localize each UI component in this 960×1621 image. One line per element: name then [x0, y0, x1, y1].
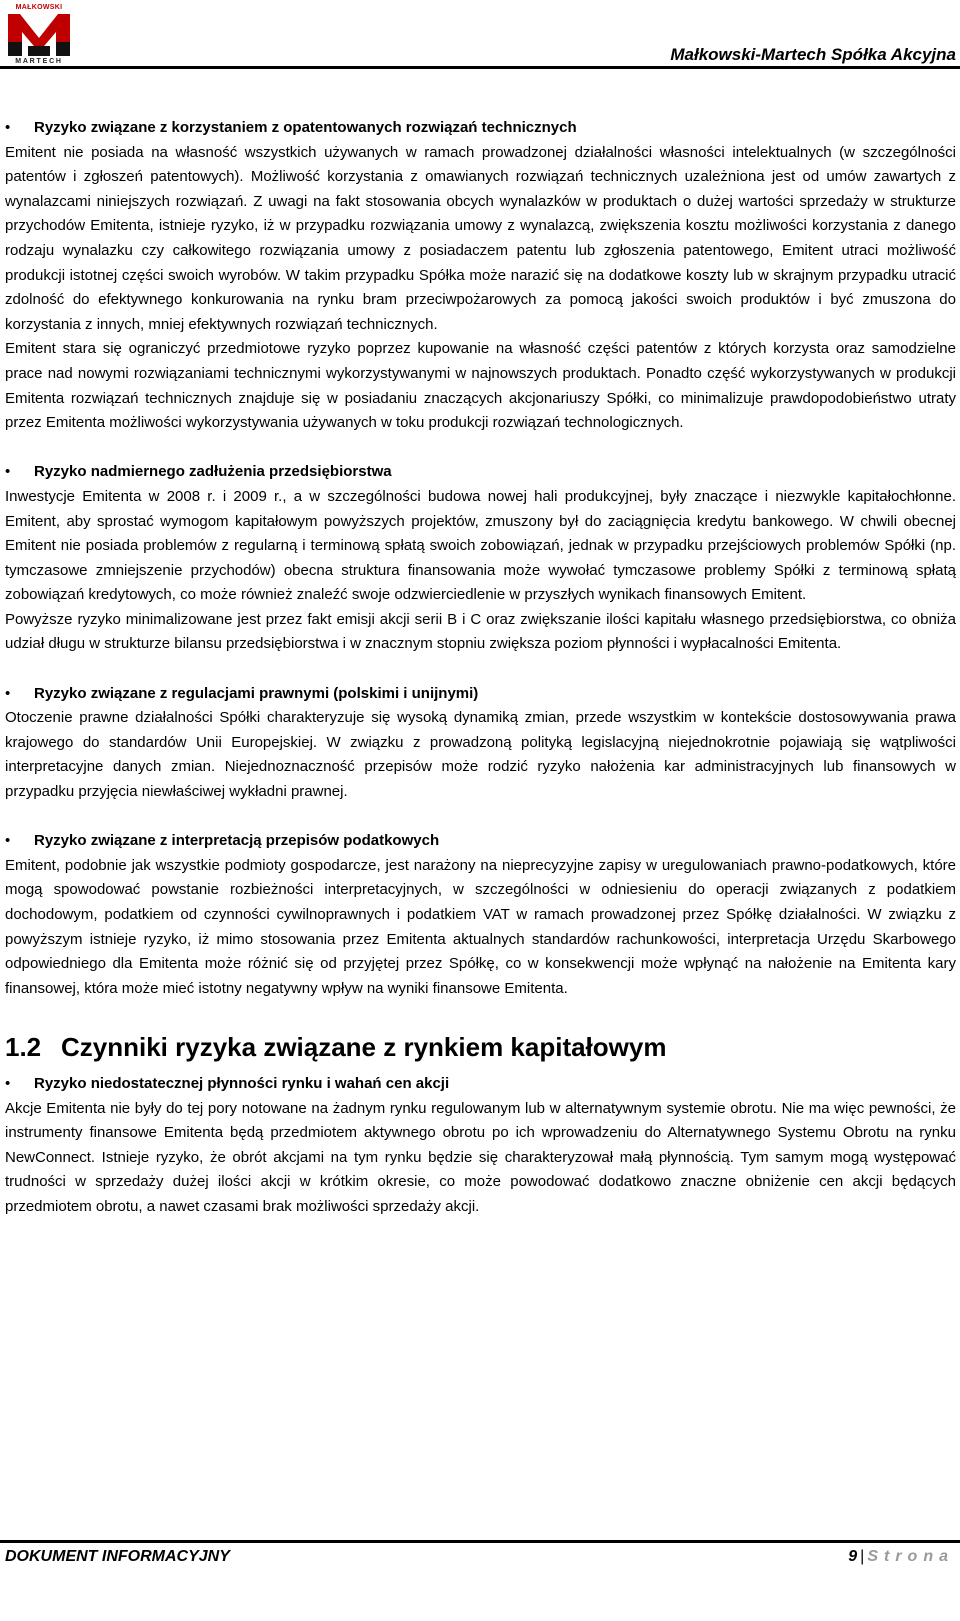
logo-bottom-text: MARTECH [15, 58, 63, 65]
company-logo [6, 4, 72, 64]
section-heading: • Ryzyko związane z interpretacją przepisów podatkowych [5, 829, 956, 854]
page-number-block [848, 1548, 954, 1566]
section-heading: • Ryzyko nadmiernego zadłużenia przedsiębiorstwa [5, 460, 956, 485]
section-paragraph: Emitent nie posiada na własność wszystkich używanych w ramach prowadzonej działalności własności intelektualnych (w szczególności patentów i zgłoszeń patentowych). Możliwość korzystania z omawianych rozwiązań technicznych uzależniona jest od umów zawartych z wynalazcami niniejszych rozwiązań. Z uwagi na fakt stosowania obcych wynalazków w produktach o dużej wartości sprzedaży w strukturze przychodów Emitenta, istnieje ryzyko, iż w przypadku rozwiązania umowy z wynalazcą, zwiększenia kosztu możliwości korzystania z danego rodzaju wynalazku czy całkowitego rozwiązania umowy z posiadaczem patentu lub zgłoszenia patentowego, Emitent utraci możliwość produkcji istotnej części swoich wyrobów. W takim przypadku Spółka może narazić się na dodatkowe koszty lub w skrajnym przypadku utracić zdolność do efektywnego konkurowania na rynku bram przeciwpożarowych za pomocą jakości swoich produktów i być zmuszona do korzystania z innych, mniej efektywnych rozwiązań technicznych. [5, 143, 956, 333]
chapter-title: Czynniki ryzyka związane z rynkiem kapitałowym [61, 1031, 667, 1062]
section-heading: • Ryzyko związane z korzystaniem z opatentowanych rozwiązań technicznych [5, 116, 956, 141]
page-number: 9 [848, 1548, 858, 1565]
page-header [0, 0, 960, 72]
risk-section-tax [5, 829, 956, 1001]
section-paragraph: Akcje Emitenta nie były do tej pory notowane na żadnym rynku regulowanym lub w alternatywnym systemie obrotu. Nie ma więc pewności, że instrumenty finansowe Emitenta będą przedmiotem aktywnego obrotu po ich wprowadzeniu do Alternatywnego Systemu Obrotu na rynku NewConnect. Istnieje ryzyko, że obrót akcjami na tym rynku będzie się charakteryzował małą płynnością. Tym samym mogą występować trudności w sprzedaży dużej ilości akcji w krótkim okresie, co może powodować dodatkowo znaczne obniżenie cen akcji będących przedmiotem obrotu, a nawet czasami brak możliwości sprzedaży akcji. [5, 1099, 956, 1215]
risk-section-patents [5, 116, 956, 436]
section-paragraph: Otoczenie prawne działalności Spółki charakteryzuje się wysoką dynamiką zmian, przede wszystkim w kontekście dostosowywania prawa krajowego do standardów Unii Europejskiej. W związku z prowadzoną polityką legislacyjną niejednokrotnie pojawiają się wątpliwości interpretacyjne danych zmian. Niejednoznaczność przepisów może rodzić ryzyko nałożenia kar administracyjnych lub finansowych w przypadku przyjęcia niewłaściwej wykładni prawnej. [5, 709, 956, 801]
risk-section-debt [5, 460, 956, 657]
risk-section-regulations [5, 682, 956, 805]
section-paragraph: Emitent stara się ograniczyć przedmiotowe ryzyko poprzez kupowanie na własność części patentów z których korzysta oraz samodzielne prace nad nowymi rozwiązaniami technicznymi wykorzystywanymi w najnowszych produktach. Ponadto część wykorzystywanych w produkcji Emitenta rozwiązań technicznych znajduje się w posiadaniu znaczących akcjonariuszy Spółki, co minimalizuje prawdopodobieństwo utraty przez Emitenta możliwości wykorzystywania używanych w toku produkcji rozwiązań technologicznych. [5, 340, 956, 432]
section-heading: • Ryzyko związane z regulacjami prawnymi (polskimi i unijnymi) [5, 682, 956, 707]
section-paragraph: Inwestycje Emitenta w 2008 r. i 2009 r., a w szczególności budowa nowej hali produkcyjnej, były znaczące i niezwykle kapitałochłonne. Emitent, aby sprostać wymogom kapitałowym powyższych projektów, zmuszony był do zaciągnięcia kredytu bankowego. W chwili obecnej Emitent nie posiada problemów z regularną i terminową spłatą swoich zobowiązań, jednak w przypadku przejściowych problemów Spółki (np. tymczasowe zmniejszenie przychodów) obecna struktura finansowania może wywołać tymczasowe problemy Spółki z terminową spłatą zobowiązań kredytowych, co może również znaleźć swoje odzwierciedlenie w przyszłych wynikach finansowych Emitent. [5, 487, 956, 604]
page-footer [0, 1540, 960, 1570]
section-paragraph: Emitent, podobnie jak wszystkie podmioty gospodarcze, jest narażony na nieprecyzyjne zapisy w uregulowaniach prawno-podatkowych, które mogą spowodować powstanie rozbieżności interpretacyjnych, w szczególności w odniesieniu do operacji związanych z podatkiem dochodowym, podatkiem od czynności cywilnoprawnych i podatkiem VAT w ramach prowadzonej przez Spółkę działalności. W związku z powyższym istnieje ryzyko, iż mimo stosowania przez Emitenta aktualnych standardów rachunkowości, interpretacja Urzędu Skarbowego odpowiedniego dla Emitenta może różnić się od przyjętej przez Spółkę, co w konsekwencji może wpłynąć na nałożenie na Emitenta kary finansowej, która może mieć istotny negatywny wpływ na wyniki finansowe Emitenta. [5, 856, 956, 997]
section-heading: • Ryzyko niedostatecznej płynności rynku i wahań cen akcji [5, 1072, 956, 1097]
document-body [5, 116, 956, 1220]
section-paragraph: Powyższe ryzyko minimalizowane jest przez fakt emisji akcji serii B i C oraz zwiększanie ilości kapitału własnego przedsiębiorstwa, co obniża udział długu w strukturze bilansu przedsiębiorstwa i w znacznym stopniu zwiększa poziom płynności i wypłacalności Emitenta. [5, 610, 956, 653]
footer-divider [0, 1540, 960, 1543]
chapter-number: 1.2 [5, 1031, 42, 1062]
header-divider [0, 66, 960, 69]
chapter-heading [5, 1032, 956, 1062]
risk-section-liquidity [5, 1072, 956, 1220]
document-label: DOKUMENT INFORMACYJNY [5, 1548, 230, 1565]
page-separator: | [860, 1548, 865, 1565]
company-name: Małkowski-Martech Spółka Akcyjna [670, 45, 956, 64]
logo-m-mark-icon [6, 12, 72, 58]
logo-top-text: MAŁKOWSKI [15, 4, 63, 11]
page-word: Strona [867, 1548, 954, 1565]
